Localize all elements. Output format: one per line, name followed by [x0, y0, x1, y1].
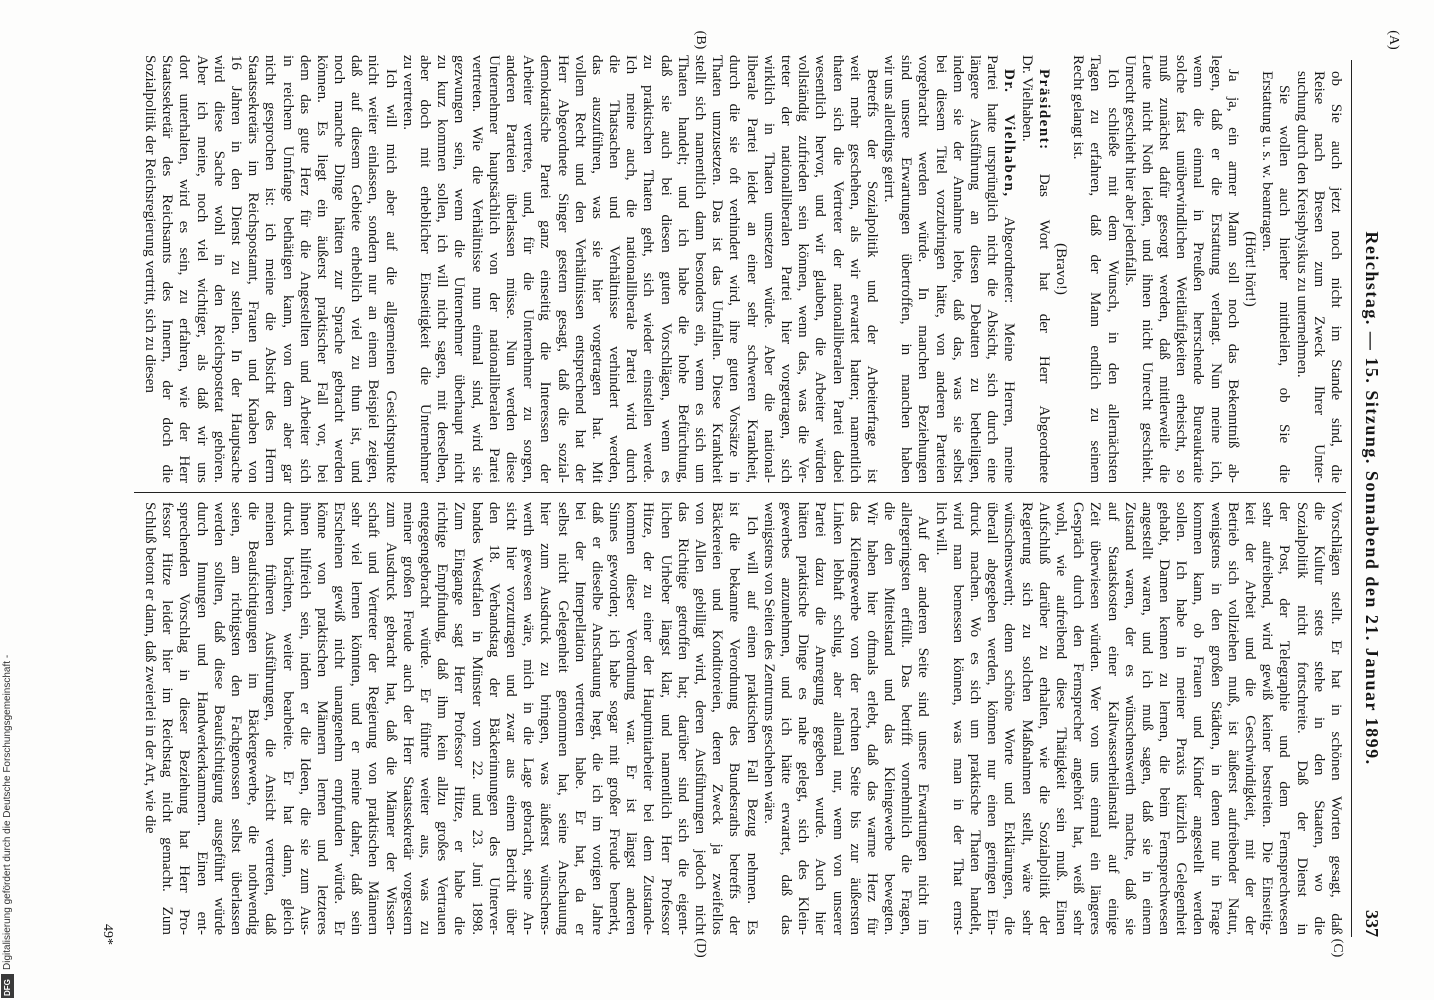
text-line: lich will.	[932, 502, 949, 556]
text-line: daß auf diesem Gebiete erheblich viel zu thun ist, und	[348, 55, 365, 483]
text-line: Unrecht geschieht hier aber jedenfalls.	[1121, 55, 1138, 287]
text-line: druck machen. Wo es sich um praktische Thaten handelt,	[967, 502, 984, 935]
margin-marker-b: (B)	[693, 30, 708, 50]
right-text-column	[141, 502, 1344, 935]
text-line: angestellt waren, und ich muß sagen, daß sie in einem	[1138, 502, 1155, 935]
text-line: Partei hatte ursprünglich nicht die Absicht, sich durch eine	[984, 55, 1001, 483]
text-line: 16 Jahren in den Dienst zu stellen. In der Hauptsache	[228, 55, 244, 483]
text-line: Thaten handelt; und ich habe die hohe Befürchtung,	[674, 55, 691, 483]
text-line: vorgebracht werden würde. In manchen Beziehungen	[915, 55, 932, 483]
text-line: Partei dazu die Anregung gegeben wurde. Auch hier	[812, 502, 829, 935]
text-line: entgegengebracht würde. Er führte weiter aus, was zu	[417, 502, 434, 935]
header-rule	[1351, 60, 1352, 937]
text-line: Leute nicht Noth leiden, und ihnen nicht Unrecht geschieht.	[1138, 55, 1155, 483]
text-line: Sinnes geworden; ich habe sogar mit großer Freude bemerkt,	[606, 502, 623, 935]
text-line: ihnen hilfreich sein, indem er die Ideen, die sie zum Aus-	[296, 502, 313, 935]
text-line: den 18. Verbandstag der Bäckerinnungen des Unterver-	[485, 502, 502, 935]
text-line: Regierung sich zu solchen Maßnahmen stellt, wäre sehr	[1018, 502, 1035, 935]
text-line: lichen Urheber längst klar, und namentlich Herr Professor	[657, 502, 674, 935]
text-line: sind unsere Erwartungen übertroffen, in manchen haben	[898, 55, 915, 483]
text-line: durch Innungen und Handwerkerkammern. Einen ent-	[193, 502, 210, 935]
text-line: Ja ja, ein armer Mann soll noch das Bekenntniß ab-	[1224, 69, 1241, 483]
text-line: bandes Westfalen in Münster vom 22. und 23. Juni 1898.	[468, 502, 485, 935]
text-line: zu kurz kommen sollen, ich will nicht sagen, mit derselben,	[434, 55, 451, 483]
text-line	[1000, 55, 1017, 483]
speaker-name: Präsident:	[1035, 69, 1052, 151]
text-line: muß zunächst dafür gesorgt werden, daß mittlerweile die	[1156, 55, 1173, 483]
text-line: meiner großen Freude auch der Herr Staatssekretär vorgestern	[399, 502, 416, 935]
text-line: demokratische Partei ganz einseitig die Interessen der	[537, 55, 554, 483]
text-line: Betrieb sich vollziehen muß, ist äußerst aufreibender Natur,	[1224, 502, 1241, 935]
text-line: wird diese Sache wohl in den Reichspostetat gehören.	[210, 55, 227, 483]
text-line: suchung durch den Kreisphysikus zu unternehmen.	[1293, 71, 1310, 378]
text-line: nicht gesprochen ist: ich meine die Absicht des Herrn	[262, 55, 279, 483]
text-line: wenigstens in den großen Städten, in denen nur in Frage	[1207, 502, 1224, 935]
text-line: vollem Recht und den Verhältnissen entsprechend hat der	[571, 55, 588, 483]
text-line: sprechenden Vorschlag in dieser Beziehung hat Herr Pro-	[176, 502, 193, 935]
text-line: vollständig zufrieden sein können, wenn das, was die Ver-	[795, 55, 812, 483]
text-line: auf Staatskosten einer Kaltwasserheilanstalt auf einige	[1104, 502, 1121, 935]
text-line: nicht weiter einlassen, sondern nur an einem Beispiel zeigen,	[365, 55, 382, 483]
text-line: bei diesem Titel vorzubringen hätte, von anderen Parteien	[932, 55, 949, 483]
text-line: Hitze, der zu einer der Hauptmitarbeiter bei dem Zustande-	[640, 502, 657, 935]
text-line: Auf der anderen Seite sind unsere Erwartungen nicht im	[915, 516, 932, 935]
text-line: Aber ich meine, noch viel wichtiger, als daß wir uns	[193, 55, 210, 483]
text-line: könne von praktischen Männern lernen und letzteres	[313, 502, 330, 935]
text-line: Dr. Vielhaben.	[1018, 55, 1035, 142]
text-line: Thaten umzusetzen. Das ist das Umfallen. Diese Krankheit	[709, 55, 726, 483]
text-line: Erstattung u. s. w. beantragen.	[1259, 71, 1276, 252]
text-line: das auszuführen, was sie hier vorgetragen hat. Mit	[588, 55, 605, 483]
text-line: das Kleingewerbe von der rechten Seite bis zur äußersten	[846, 502, 863, 935]
text-line: stellt sich namentlich dann besonders ein, wenn es sich um	[692, 55, 709, 483]
text-line: Vorschlägen stellt. Er hat in schönen Worten gesagt, daß	[1328, 502, 1344, 935]
text-line: die Beaufsichtigungen im Bäckergewerbe, die nothwendig	[245, 502, 262, 935]
text-line: Linken lebhaft schlug, aber allemal nur, wenn von unserer	[829, 502, 846, 935]
text-line: keit der Arbeit und die Geschwindigkeit, mit der der	[1242, 502, 1259, 935]
text-line: gewerbes anzunehmen, und ich hätte erwartet, daß das	[778, 502, 794, 935]
text-line: daß sie auch bei diesen guten Vorschlägen, wenn es	[657, 55, 674, 483]
text-line: wirklich in Thaten umsetzen würde. Aber die national-	[760, 55, 777, 483]
text-line: Wir haben hier oftmals erlebt, daß das warme Herz für	[863, 502, 880, 935]
text-line: weit mehr geschehen, als wir erwartet hatten; namentlich	[846, 55, 863, 483]
text-line: indem sie der Annahme lebte, daß das, was sie selbst	[949, 55, 966, 483]
text-line: von Allen gebilligt wird, deren Ausführungen jedoch nicht	[692, 502, 709, 935]
text-line: druck brächten, weiter bearbeite. Er hat dann, gleich	[279, 502, 296, 935]
line-text: Abgeordneter: Meine Herren, meine	[1001, 216, 1018, 483]
text-line: die Kultur stets stehe in den Staaten, wo die	[1310, 502, 1327, 935]
text-line: wesentlich hervor, und wir glauben, die Arbeiter würden	[812, 55, 829, 483]
column-divider	[134, 492, 1346, 493]
text-line: das Richtige getroffen hat; darüber sind sich die eigent-	[674, 502, 691, 935]
text-line: anderen Parteien überlassen müsse. Nun werden diese	[503, 55, 519, 483]
text-line: zu praktischen Thaten geht, sich wieder einstellen werde.	[640, 55, 657, 483]
text-line: Recht gelangt ist.	[1070, 55, 1087, 160]
text-line: kommen dieser Verordnung war. Er ist längst anderen	[623, 502, 640, 935]
text-line: selbst nicht Gelegenheit genommen hat, seine Anschauung	[554, 502, 571, 935]
interjection: (Bravo!)	[1053, 243, 1069, 295]
text-line: sicht hier vorzutragen und zwar aus einem Bericht über	[503, 502, 519, 935]
text-line: treter der nationalliberalen Partei hier vorgetragen, sich	[778, 55, 794, 483]
text-line: dort unterhalten, wird es sein, zu erfahren, wie der Herr	[176, 55, 193, 483]
page-number: 337	[1362, 910, 1382, 937]
text-line: hier zum Ausdruck zu bringen, was äußerst wünschens-	[537, 502, 554, 935]
text-line: noch manche Dinge hätten zur Sprache gebracht werden	[331, 55, 348, 483]
printer-signature: 49*	[100, 924, 115, 945]
text-line: sehr aufreibend, wird gewiß keiner bestreiten. Die Einseitig-	[1259, 502, 1276, 935]
margin-marker-a: (A)	[1386, 30, 1401, 50]
text-line: meinen früheren Ausführungen, die Ansicht vertreten, daß	[262, 502, 279, 935]
text-line: aber doch mit erheblicher Einseitigkeit die Unternehmer	[417, 55, 434, 483]
text-line: daß er dieselbe Anschauung hegt, die ich im vorigen Jahre	[588, 502, 605, 935]
margin-marker-c: (C)	[1330, 938, 1345, 958]
text-line: Reise nach Bresen zum Zweck Ihrer Unter-	[1310, 71, 1327, 483]
text-line: kommen kann, ob Frauen und Kinder angestellt werden	[1190, 502, 1207, 935]
text-line: Tagen zu erfahren, daß der Mann endlich zu seinem	[1087, 55, 1104, 483]
text-line: liberale Partei leidet an einer sehr schweren Krankheit,	[743, 55, 760, 483]
text-line: zu vertreten.	[399, 55, 416, 130]
text-line: Aufschluß darüber zu erhalten, wie die Sozialpolitik der	[1035, 502, 1052, 935]
text-line: werth gewesen wäre, mich in die Lage gebracht, seine An-	[520, 502, 537, 935]
text-line: Zeit überwiesen würden. Wer von uns einmal ein längeres	[1087, 502, 1104, 935]
text-line: thaten sich die Vertreter der nationalliberalen Partei dabei	[829, 55, 846, 483]
text-line: die den Mittelstand und das Kleingewerbe bewegten.	[881, 502, 898, 935]
left-text-column	[141, 55, 1344, 483]
text-line: dem das gute Herz für die Angestellten und Arbeiter sich	[296, 55, 313, 483]
text-line: werden sollten, daß diese Beaufsichtigung ausgeführt würde	[210, 502, 227, 935]
text-line: können. Es liegt ein äußerst praktischer Fall vor, bei	[313, 55, 330, 483]
text-line	[1035, 55, 1052, 483]
text-line: Sozialpolitik der Reichsregierung vertritt, sich zu diesen	[142, 55, 159, 393]
text-line: seien, am richtigsten den Fachgenossen selbst überlassen	[228, 502, 244, 935]
text-line: Sozialpolitik nicht fortschreite. Daß der Dienst in	[1293, 502, 1310, 935]
text-line: wenn die einmal in Preußen herrschende Bureaukratie	[1190, 55, 1207, 483]
text-line: Unternehmer hauptsächlich von der nationalliberalen Partei	[485, 55, 502, 483]
text-line: sehr viel lernen könnten, und er meine daher, daß sein	[348, 502, 365, 935]
text-line: vertreten. Wie die Verhältnisse nun einmal sind, wird sie	[468, 55, 485, 483]
text-line: Ich will mich aber auf die allgemeinen Gesichtspunkte	[382, 69, 399, 483]
interjection: (Hört! hört!)	[1242, 231, 1259, 307]
text-line: wir uns allerdings geirrt.	[881, 55, 898, 203]
text-line: legen, daß er die Erstattung verlangt. Nun meine ich,	[1207, 55, 1224, 483]
text-line: wohl, wie aufreibend diese Thätigkeit sein muß. Einen	[1053, 502, 1069, 935]
text-line: Schluß betont er dann, daß zweierlei in der Art, wie die	[142, 502, 159, 834]
text-line: Sie wollen auch hierher mittheilen, ob Sie die	[1276, 85, 1293, 483]
text-line: sollen. Ich habe in meiner Praxis kürzlich Gelegenheit	[1173, 502, 1190, 935]
text-line: fessor Hitze leider hier im Reichstag nicht gemacht. Zum	[159, 502, 176, 935]
text-line: Arbeiter vertrete, und, für die Unternehmer zu sorgen,	[520, 55, 537, 483]
text-line: richtige Empfindung, daß ihm kein allzu großes Vertrauen	[434, 502, 451, 935]
text-line: wünschenswerth; denn schöne Worte und Erklärungen, die	[1001, 502, 1018, 935]
text-line: Herr Abgeordnete Singer gestern gesagt, daß die sozial-	[554, 55, 571, 483]
text-line: allergeringsten erfüllt. Das betrifft vornehmlich die Fragen,	[898, 502, 915, 935]
text-line: wenigstens von Seiten des Zentrums geschehen wäre.	[760, 502, 777, 824]
text-line: solche fast unüberwindlichen Weitläufigkeiten erheischt, so	[1173, 55, 1190, 483]
text-line: Ich meine auch, die nationalliberale Partei wird durch	[623, 55, 640, 483]
text-line: ob Sie auch jetzt noch nicht im Stande sind, die	[1328, 71, 1344, 483]
text-line: Ich schließe mit dem Wunsch, in den allernächsten	[1104, 69, 1121, 483]
text-line: bei der Interpellation vertreten habe. Er hat, da er	[571, 502, 588, 935]
text-line: überall abgegeben werden, können nur einen geringen Ein-	[984, 502, 1001, 935]
text-line: zum Ausdruck gebracht hat, daß die Männer der Wissen-	[382, 502, 399, 935]
text-line: in reichem Umfange bethätigen kann, von dem aber gar	[279, 55, 296, 483]
speaker-name: Dr. Vielhaben,	[1001, 69, 1018, 198]
text-line: Erscheinen gewiß nicht unangenehm empfunden würde. Er	[331, 502, 348, 935]
text-line: Zustand waren, der es wünschenswerth machte, daß sie	[1121, 502, 1138, 935]
text-line: gehabt, Damen kennen zu lernen, die beim Fernsprechwesen	[1156, 502, 1173, 935]
text-line: Gespräch durch den Fernsprecher angehört hat, weiß sehr	[1070, 502, 1087, 935]
digitization-note: Digitalisierung gefördert durch die Deutsche Forschungsgemeinschaft -	[2, 654, 13, 970]
text-line: schaft und Vertreter der Regierung von praktischen Männern	[365, 502, 382, 935]
text-line: die Thatsachen und Verhältnisse verhindert werden,	[606, 55, 623, 483]
text-line: Staatssekretär des Reichsamts des Innern, der doch die	[159, 55, 176, 483]
text-line: längere Ausführung an diesen Debatten zu betheiligen,	[967, 55, 984, 483]
text-line: Bäckereien und Konditoreien, deren Zweck ja zweifellos	[709, 502, 726, 935]
text-line: Ich will auf einen praktischen Fall Bezug nehmen. Es	[743, 516, 760, 935]
text-line: durch die sie oft verhindert wird, ihre guten Vorsätze in	[726, 55, 743, 483]
text-line: Zum Eingange sagt Herr Professor Hitze, er habe die	[451, 502, 468, 935]
text-line: der Post, der Telegraphie und dem Fernsprechwesen	[1276, 502, 1293, 935]
text-line: Betreffs der Sozialpolitik und der Arbeiterfrage ist	[863, 69, 880, 483]
dfg-logo-text: DFG	[3, 979, 12, 996]
page-header-title: Reichstag. — 15. Sitzung. Sonnabend den 21. Januar 1899.	[1362, 231, 1382, 766]
text-line: wird man bemessen können, was man in der That ernst-	[949, 502, 966, 935]
text-line: hätten praktische Dinge es nahe gelegt, sich des Klein-	[795, 502, 812, 935]
dfg-logo-icon	[1, 974, 14, 998]
margin-marker-d: (D)	[693, 938, 708, 958]
line-text: Das Wort hat der Herr Abgeordnete	[1035, 173, 1052, 483]
text-line: gezwungen sein, wenn die Unternehmer überhaupt nicht	[451, 55, 468, 483]
text-line: Staatssekretärs im Reichspostamt, Frauen und Knaben von	[245, 55, 262, 483]
text-line: ist die bekannte Verordnung des Bundesraths betreffs der	[726, 502, 743, 935]
